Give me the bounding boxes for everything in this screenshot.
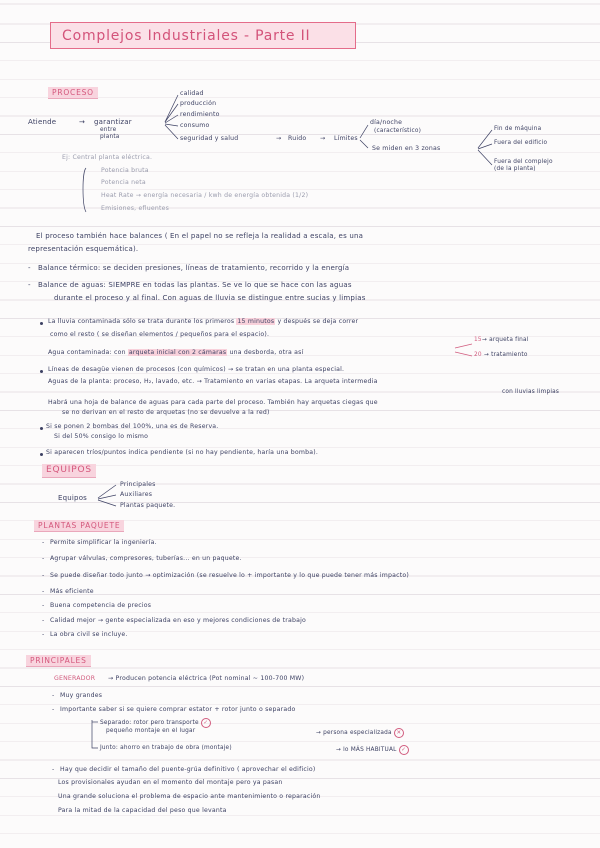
importante: Importante saber si se quiere comprar estator + rotor junto o separado: [60, 706, 296, 713]
marker-15: 15: [474, 337, 482, 343]
tratamiento: → tratamiento: [484, 352, 528, 358]
bullet-dash: -: [42, 539, 45, 546]
lluvia-line1: La lluvia contaminada sólo se trata durante los primeros 15 minutos y después se deja correr: [48, 318, 359, 325]
central-item: Heat Rate → energía necesaria / kwh de energía obtenida (1/2): [101, 192, 309, 199]
bullet-dash: -: [52, 692, 55, 699]
proceso-zonas: Se miden en 3 zonas: [372, 145, 441, 152]
bullet-dot: [40, 370, 43, 373]
generador-text: → Producen potencia eléctrica (Pot nominal ~ 100-700 MW): [108, 675, 305, 682]
proceso-caracteristico: (característico): [374, 128, 422, 134]
agua-contaminada: Agua contaminada: con arqueta inicial con 2 cámaras una desborda, otra así: [48, 349, 304, 356]
bullet-dash: -: [42, 555, 45, 562]
plantas-item: Calidad mejor → gente especializada en eso y mejores condiciones de trabajo: [50, 617, 306, 624]
section-heading-principales: PRINCIPALES: [26, 655, 91, 667]
proceso-arrow: →: [79, 118, 86, 126]
marker-20: 20: [474, 352, 482, 358]
proceso-ruido: Ruido: [288, 135, 307, 142]
habra-line1: Habrá una hoja de balance de aguas para cada parte del proceso. También hay arquetas ciegas que: [48, 399, 378, 406]
pequeno: pequeño montaje en el lugar: [106, 728, 196, 734]
proceso-entre-planta: entre planta: [100, 127, 120, 140]
bullet-dash: -: [52, 766, 55, 773]
junto: Junto: ahorro en trabajo de obra (montaje): [100, 745, 232, 751]
bullet-dash: -: [52, 706, 55, 713]
persona: → persona especializada ✕: [316, 728, 404, 738]
lineas-line1: Líneas de desagüe vienen de procesos (con químicos) → se tratan en una planta especial.: [48, 366, 345, 373]
page-title: Complejos Industriales - Parte II: [50, 22, 356, 49]
lineas-line3: con lluvias limpias: [502, 389, 560, 395]
separado: Separado: rotor pero transporte ✓: [100, 718, 211, 728]
proceso-zona-item: Fuera del complejo (de la planta): [494, 159, 553, 172]
puente-grua-line1: Hay que decidir el tamaño del puente-grúa definitivo ( aprovechar el edificio): [60, 766, 316, 773]
proceso-arrow: →: [320, 135, 326, 142]
balances-intro-line1: El proceso también hace balances ( En el papel no se refleja la realidad a escala, es una: [36, 232, 364, 240]
bullet-dash: -: [42, 617, 45, 624]
section-heading-proceso: PROCESO: [48, 87, 98, 99]
proceso-item: rendimiento: [180, 111, 220, 118]
bullet-dot: [40, 453, 43, 456]
proceso-item: seguridad y salud: [180, 135, 239, 142]
puente-grua-line2: Los provisionales ayudan en el momento del montaje pero ya pasan: [58, 779, 283, 786]
proceso-zona-item: Fin de máquina: [494, 126, 542, 132]
central-item: Potencia neta: [101, 179, 146, 186]
proceso-central: Ej: Central planta eléctrica.: [62, 154, 153, 161]
puente-grua-line4: Para la mitad de la capacidad del peso que levanta: [58, 807, 227, 814]
section-heading-equipos: EQUIPOS: [42, 464, 96, 478]
balance-aguas-line1: Balance de aguas: SIEMPRE en todas las plantas. Se ve lo que se hace con las aguas: [38, 281, 352, 289]
bullet-dash: -: [42, 602, 45, 609]
balance-aguas-line2: durante el proceso y al final. Con aguas de lluvia se distingue entre sucias y limpias: [54, 294, 366, 302]
equipos-item: Auxiliares: [120, 491, 153, 498]
balances-intro-line2: representación esquemática).: [28, 245, 139, 253]
bullet-dot: [40, 322, 43, 325]
bullet-dash: -: [28, 281, 31, 289]
habra-line2: se no derivan en el resto de arquetas (no se devuelve a la red): [62, 409, 270, 416]
plantas-item: Más eficiente: [50, 588, 94, 595]
equipos-item: Principales: [120, 481, 156, 488]
plantas-item: Agrupar válvulas, compresores, tuberías... en un paquete.: [50, 555, 242, 562]
proceso-arrow: →: [276, 135, 282, 142]
proceso-zona-item: Fuera del edificio: [494, 140, 548, 146]
proceso-dia-noche: día/noche: [370, 119, 403, 126]
mas-habitual: → lo MÁS HABITUAL ✓: [336, 745, 409, 755]
plantas-item: Buena competencia de precios: [50, 602, 152, 609]
balance-termico: Balance térmico: se deciden presiones, líneas de tratamiento, recorrido y la energía: [38, 264, 350, 272]
muy-grandes: Muy grandes: [60, 692, 103, 699]
lineas-line2: Aguas de la planta: proceso, H₂, lavado, etc. → Tratamiento en varias etapas. La arqueta intermedia: [48, 378, 378, 385]
proceso-item: producción: [180, 100, 217, 107]
plantas-item: Permite simplificar la ingeniería.: [50, 539, 157, 546]
equipos-item: Plantas paquete.: [120, 502, 176, 509]
arqueta-final: → arqueta final: [482, 337, 529, 343]
central-item: Potencia bruta: [101, 167, 149, 174]
lluvia-line2: como el resto ( se diseñan elementos / pequeños para el espacio).: [50, 331, 270, 338]
equipos-root: Equipos: [58, 494, 88, 502]
puente-grua-line3: Una grande soluciona el problema de espacio ante mantenimiento o reparación: [58, 793, 321, 800]
plantas-item: Se puede diseñar todo junto → optimización (se resuelve lo + importante y lo que puede tener más impacto): [50, 572, 409, 579]
proceso-item: consumo: [180, 122, 210, 129]
section-heading-plantas-paquete: PLANTAS PAQUETE: [34, 520, 124, 532]
proceso-root: Atiende: [28, 118, 57, 126]
plantas-item: La obra civil se incluye.: [50, 631, 128, 638]
generador-label: GENERADOR: [54, 675, 96, 682]
bombas-line2: Si del 50% consigo lo mismo: [54, 433, 149, 440]
bombas-line1: Si se ponen 2 bombas del 100%, una es de Reserva.: [46, 423, 219, 430]
central-item: Emisiones, efluentes: [101, 205, 170, 212]
trio-line: Si aparecen tríos/puntos indica pendiente (si no hay pendiente, haría una bomba).: [46, 449, 318, 456]
proceso-garantiza: garantizar: [94, 118, 132, 126]
proceso-limites: Límites: [334, 135, 358, 142]
bullet-dash: -: [42, 572, 45, 579]
bullet-dash: -: [28, 264, 31, 272]
bullet-dash: -: [42, 588, 45, 595]
bullet-dash: -: [42, 631, 45, 638]
bullet-dot: [40, 427, 43, 430]
proceso-item: calidad: [180, 90, 204, 97]
